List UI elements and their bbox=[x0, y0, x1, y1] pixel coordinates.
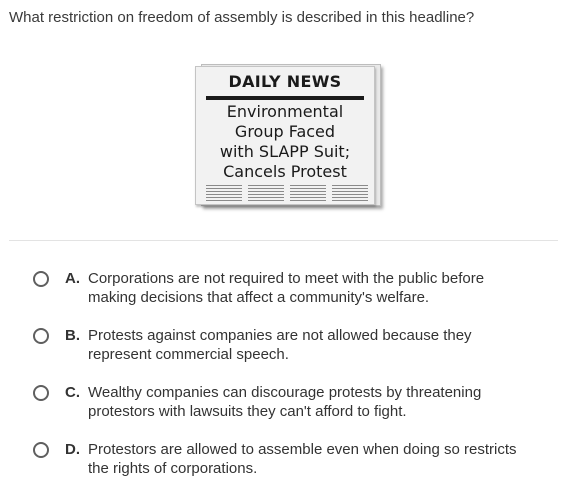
headline-line: Group Faced bbox=[234, 122, 336, 141]
option-letter: B. bbox=[65, 327, 80, 344]
radio-button[interactable] bbox=[33, 328, 49, 344]
masthead-rule bbox=[206, 96, 364, 100]
option-letter: D. bbox=[65, 441, 80, 458]
option-letter: C. bbox=[65, 384, 80, 401]
newsprint-column bbox=[248, 185, 284, 201]
section-divider bbox=[9, 240, 558, 241]
headline-line: with SLAPP Suit; bbox=[219, 142, 351, 161]
answer-option-c[interactable] bbox=[32, 383, 532, 423]
answer-option-b[interactable] bbox=[32, 326, 532, 366]
option-letter: A. bbox=[65, 270, 80, 287]
option-text: Protestors are allowed to assemble even when doing so restricts the rights of corporations. bbox=[88, 441, 517, 477]
option-text: Protests against companies are not allowed because they represent commercial speech. bbox=[88, 327, 472, 363]
newsprint-column bbox=[332, 185, 368, 201]
headline-line: Environmental bbox=[226, 102, 344, 121]
question-text: What restriction on freedom of assembly is described in this headline? bbox=[9, 9, 475, 26]
headline-line: Cancels Protest bbox=[223, 162, 347, 181]
newsprint-column bbox=[206, 185, 242, 201]
option-text: Corporations are not required to meet with the public before making decisions that affect a community's welfare. bbox=[88, 270, 485, 306]
radio-button[interactable] bbox=[33, 271, 49, 287]
option-text: Wealthy companies can discourage protests by threatening protestors with lawsuits they can't afford to fight. bbox=[88, 384, 482, 420]
newspaper-headline bbox=[196, 102, 374, 182]
newsprint-column bbox=[290, 185, 326, 201]
newspaper-front-sheet bbox=[195, 66, 375, 205]
answer-option-d[interactable] bbox=[32, 440, 532, 480]
radio-button[interactable] bbox=[33, 442, 49, 458]
newspaper-masthead: DAILY NEWS bbox=[228, 72, 342, 91]
answer-option-a[interactable] bbox=[32, 269, 532, 309]
newspaper-illustration bbox=[193, 62, 379, 206]
radio-button[interactable] bbox=[33, 385, 49, 401]
